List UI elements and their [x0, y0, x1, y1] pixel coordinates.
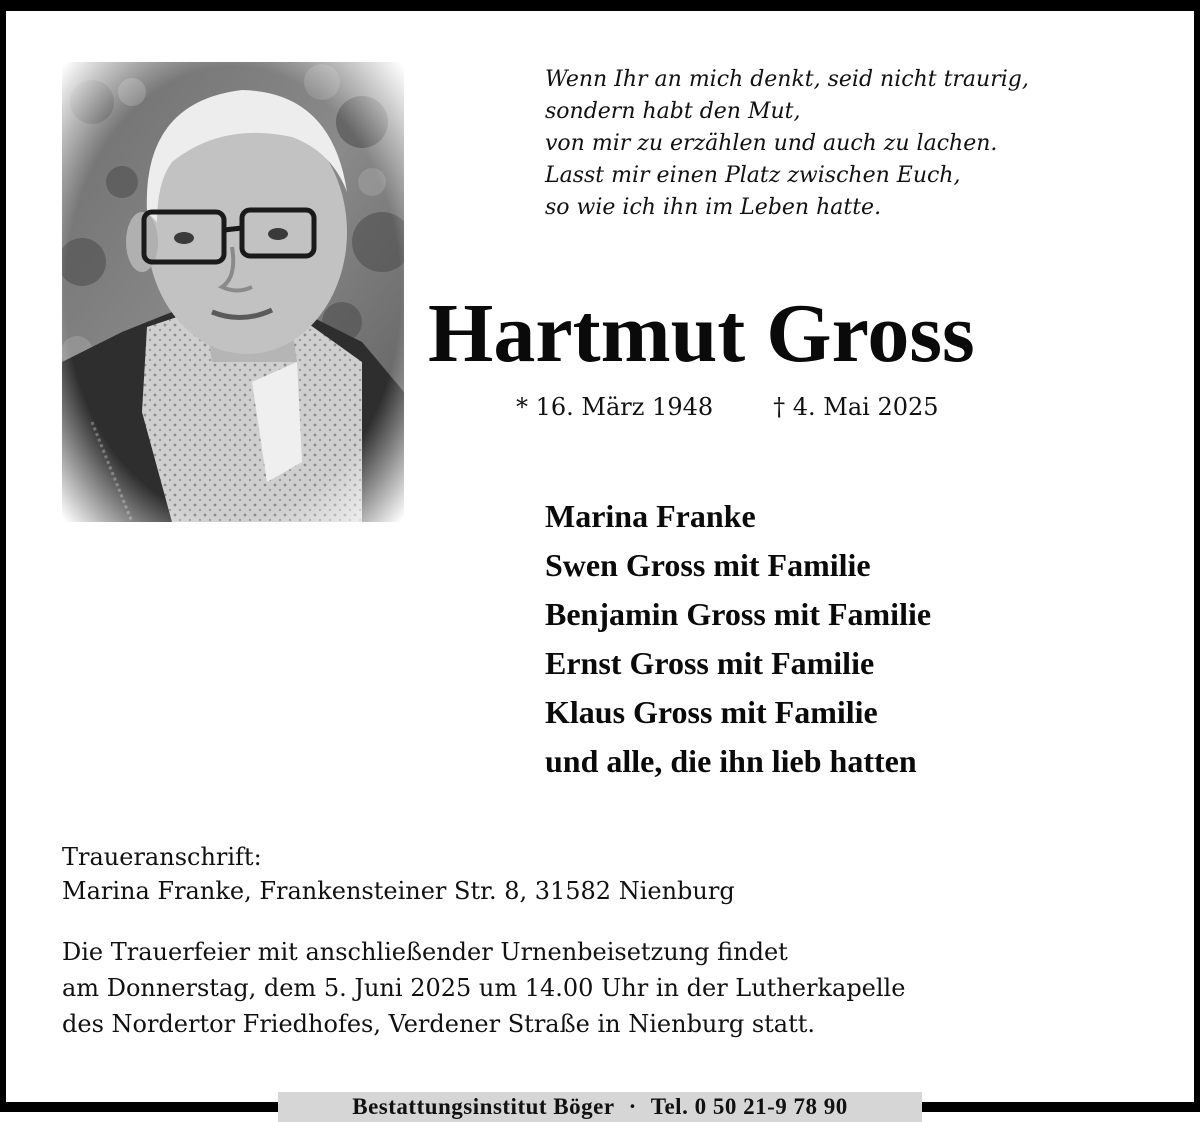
mourner-name: Marina Franke	[545, 498, 756, 534]
life-dates	[516, 390, 939, 424]
mourners-list	[545, 492, 931, 786]
mourning-address	[62, 840, 735, 908]
poem-line: so wie ich ihn im Leben hatte.	[545, 195, 882, 220]
frame-border-right	[1194, 0, 1200, 1112]
funeral-line: Die Trauerfeier mit anschließender Urnenbeisetzung findet	[62, 938, 788, 966]
funeral-line: am Donnerstag, dem 5. Juni 2025 um 14.00 Uhr in der Lutherkapelle	[62, 974, 906, 1002]
mourner-name: Benjamin Gross mit Familie	[545, 596, 932, 632]
funeral-line: des Nordertor Friedhofes, Verdener Straße in Nienburg statt.	[62, 1010, 816, 1038]
funeral-home-name: Bestattungsinstitut Böger	[352, 1094, 615, 1119]
portrait-photo	[62, 62, 404, 522]
address-label: Traueranschrift:	[62, 843, 262, 871]
frame-border-top	[0, 0, 1200, 11]
poem-line: sondern habt den Mut,	[545, 99, 801, 124]
poem-line: von mir zu erzählen und auch zu lachen.	[545, 131, 998, 156]
deceased-name: Hartmut Gross	[428, 287, 975, 380]
mourner-name: Ernst Gross mit Familie	[545, 645, 875, 681]
funeral-info	[62, 934, 905, 1042]
mourner-name: Klaus Gross mit Familie	[545, 694, 878, 730]
poem-line: Lasst mir einen Platz zwischen Euch,	[545, 163, 961, 188]
mourner-name: und alle, die ihn lieb hatten	[545, 743, 917, 779]
poem-line: Wenn Ihr an mich denkt, seid nicht traurig,	[545, 67, 1029, 92]
poem	[545, 64, 1165, 224]
birth-date: * 16. März 1948	[516, 393, 714, 421]
death-date: † 4. Mai 2025	[773, 393, 939, 421]
mourner-name: Swen Gross mit Familie	[545, 547, 871, 583]
funeral-home-phone: Tel. 0 50 21-9 78 90	[650, 1094, 848, 1119]
footer-separator: ·	[628, 1094, 637, 1119]
funeral-home-footer	[278, 1092, 922, 1122]
address-line: Marina Franke, Frankensteiner Str. 8, 31582 Nienburg	[62, 877, 735, 905]
frame-border-left	[0, 0, 6, 1112]
